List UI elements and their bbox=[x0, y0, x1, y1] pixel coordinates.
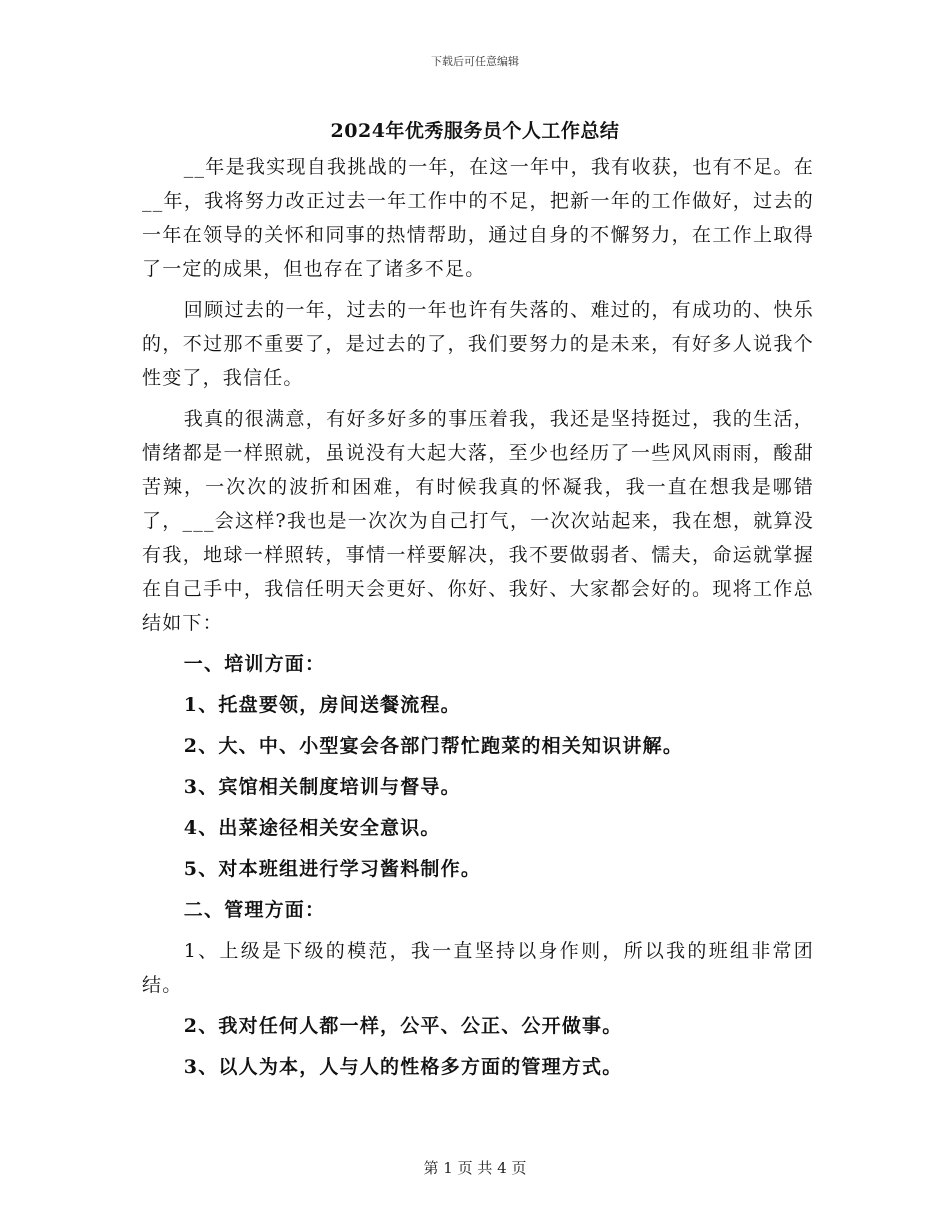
paragraph-review: 回顾过去的一年，过去的一年也许有失落的、难过的，有成功的、快乐的，不过那不重要了，是过去的了，我们要努力的是未来，有好多人说我个性变了，我信任。 bbox=[142, 299, 814, 389]
training-item: 5、对本班组进行学习酱料制作。 bbox=[183, 858, 482, 880]
page-footer: 第 1 页 共 4 页 bbox=[423, 1159, 527, 1177]
management-item: 3、以人为本，人与人的性格多方面的管理方式。 bbox=[183, 1056, 623, 1078]
management-item: 1、上级是下级的模范，我一直坚持以身作则，所以我的班组非常团结。 bbox=[142, 940, 814, 996]
document-title: 2024年优秀服务员个人工作总结 bbox=[330, 120, 620, 142]
training-item: 4、出菜途径相关安全意识。 bbox=[183, 817, 441, 839]
management-item: 2、我对任何人都一样，公平、公正、公开做事。 bbox=[183, 1015, 623, 1037]
document-body bbox=[142, 150, 814, 1084]
training-item: 3、宾馆相关制度培训与督导。 bbox=[183, 776, 461, 798]
header-note: 下载后可任意编辑 bbox=[431, 55, 519, 68]
paragraph-reflection: 我真的很满意，有好多好多的事压着我，我还是坚持挺过，我的生活，情绪都是一样照就，虽说没有大起大落，至少也经历了一些风风雨雨，酸甜苦辣，一次次的波折和困难，有时候我真的怀凝我，我一直在想我是哪错了，___会这样?我也是一次次为自己打气，一次次站起来，我在想，就算没有我，地球一样照转，事情一样要解决，我不要做弱者、懦夫，命运就掌握在自己手中，我信任明天会更好、你好、我好、大家都会好的。现将工作总结如下： bbox=[142, 408, 814, 634]
training-item: 1、托盘要领，房间送餐流程。 bbox=[183, 694, 461, 716]
section-heading-training: 一、培训方面： bbox=[183, 653, 326, 675]
paragraph-intro: __年是我实现自我挑战的一年，在这一年中，我有收获，也有不足。在__年，我将努力改正过去一年工作中的不足，把新一年的工作做好，过去的一年在领导的关怀和同事的热情帮助，通过自身的不懈努力，在工作上取得了一定的成果，但也存在了诸多不足。 bbox=[142, 156, 814, 280]
training-item: 2、大、中、小型宴会各部门帮忙跑菜的相关知识讲解。 bbox=[183, 735, 684, 757]
section-heading-management: 二、管理方面： bbox=[183, 899, 326, 921]
